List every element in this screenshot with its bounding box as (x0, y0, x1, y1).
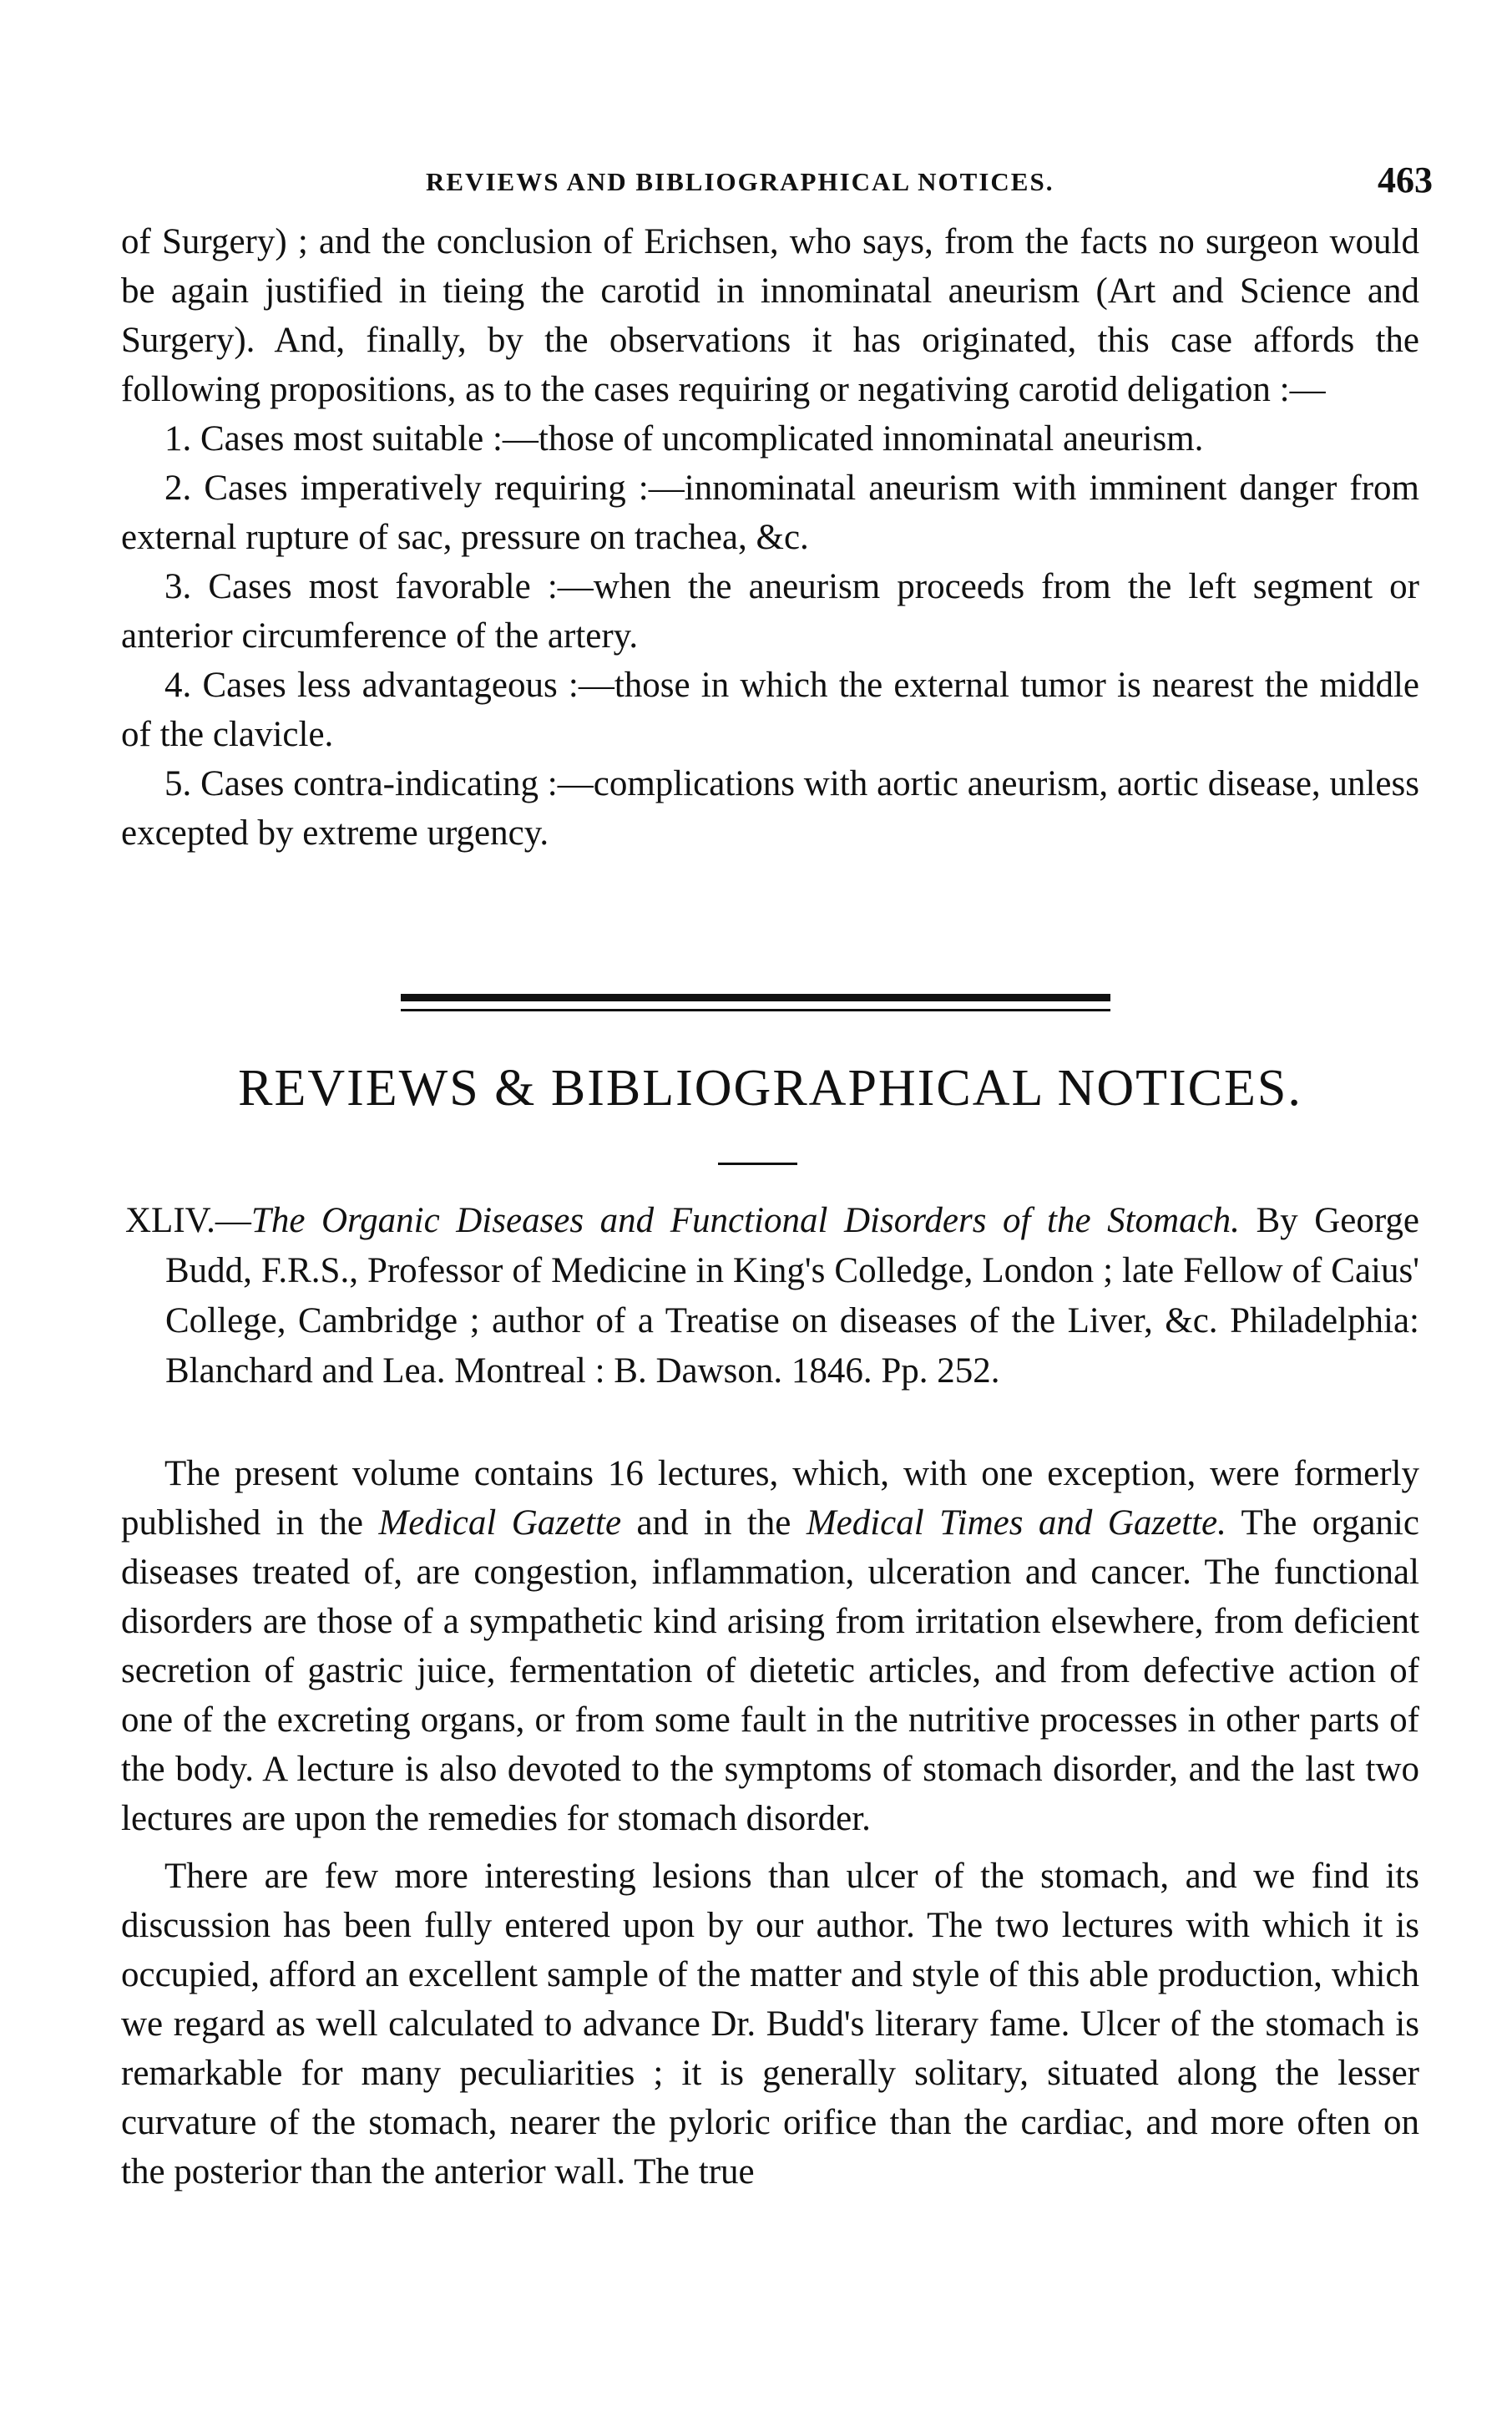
section-title: REVIEWS & BIBLIOGRAPHICAL NOTICES. (238, 1060, 1302, 1117)
paragraph-text: The present volume contains 16 lectures, which, with one exception, were formerly published in the (121, 1454, 1419, 1543)
proposition-4: 4. Cases less advantageous :—those in which the external tumor is nearest the middle of the clavicle. (121, 666, 1419, 754)
paragraph-text: and in the (621, 1503, 807, 1543)
review-citation (125, 1196, 1419, 1396)
review-paragraph-2: There are few more interesting lesions than ulcer of the stomach, and we find its discussion has been fully entered upon by our author. The two lectures with which it is occupied, afford an excellent sample of the matter and style of this able production, which we regard as well calculated to advance Dr. Budd's literary fame. Ulcer of the stomach is remarkable for many peculiarities ; it is generally solitary, situated along the lesser curvature of the stomach, nearer the pyloric orifice than the cardiac, and more often on the posterior than the anterior wall. The true (121, 1857, 1419, 2191)
section-divider-thin (401, 1009, 1110, 1011)
review-body (121, 1449, 1419, 2205)
proposition-3: 3. Cases most favorable :—when the aneurism proceeds from the left segment or anterior circumference of the artery. (121, 567, 1419, 656)
title-underline-rule (718, 1163, 797, 1165)
continuation-text (121, 217, 1419, 858)
journal-title: Medical Gazette (378, 1503, 622, 1543)
running-title: REVIEWS AND BIBLIOGRAPHICAL NOTICES. (426, 167, 1054, 196)
continuation-paragraph: of Surgery) ; and the conclusion of Erichsen, who says, from the facts no surgeon would be again justified in tieing the carotid in innominatal aneurism (Art and Science and Surgery). And, finally, by the observations it has originated, this case affords the following propositions, as to the cases requiring or negativing carotid deligation :— (121, 222, 1419, 409)
running-head (125, 159, 1433, 209)
paragraph-text: The organic diseases treated of, are congestion, inflammation, ulceration and cancer. The functional disorders are those of a sympathetic kind arising from irritation elsewhere, from deficient secretion of gastric juice, fermentation of dietetic articles, and from defective action of one of the excreting organs, or from some fault in the nutritive processes in other parts of the body. A lecture is also devoted to the symptoms of stomach disorder, and the last two lectures are upon the remedies for stomach disorder. (121, 1503, 1419, 1838)
proposition-5: 5. Cases contra-indicating :—complications with aortic aneurism, aortic disease, unless excepted by extreme urgency. (121, 764, 1419, 853)
review-byline: By George Budd, F.R.S., Professor of Medicine in King's Colledge, London ; late Fellow of Caius' College, Cambridge ; author of a Treatise on diseases of the Liver, &c. Philadelphia: Blanchard and Lea. Montreal : B. Dawson. 1846. Pp. 252. (165, 1201, 1419, 1391)
page-number: 463 (1378, 160, 1433, 200)
journal-title: Medical Times and Gazette. (806, 1503, 1226, 1543)
review-heading (125, 1196, 1419, 1396)
book-title: The Organic Diseases and Functional Disorders of the Stomach. (250, 1201, 1240, 1240)
section-divider-thick (401, 994, 1110, 1001)
review-paragraph-1 (121, 1449, 1419, 1843)
review-number: XLIV.— (125, 1201, 251, 1240)
proposition-2: 2. Cases imperatively requiring :—innominatal aneurism with imminent danger from external rupture of sac, pressure on trachea, &c. (121, 469, 1419, 557)
proposition-1: 1. Cases most suitable :—those of uncomplicated innominatal aneurism. (164, 419, 1204, 459)
